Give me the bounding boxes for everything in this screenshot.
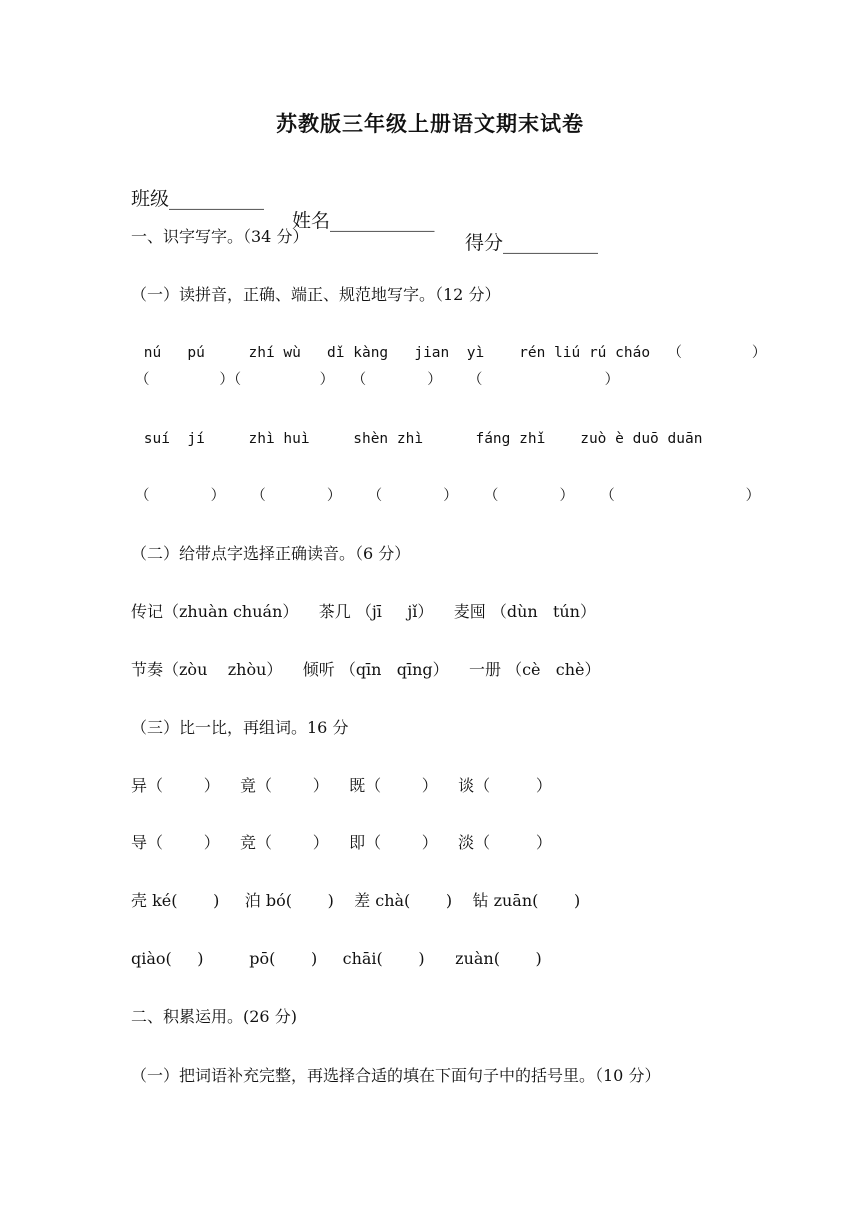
polyphone-row-1[interactable]: 壳 ké( ) 泊 bó( ) 差 chà( ) 钻 zuān( )	[131, 891, 581, 910]
answer-brackets-row-2[interactable]: （ ） （ ） （ ） （ ） （ ）	[135, 488, 761, 504]
section1-part1-heading: （一）读拼音，正确、端正、规范地写字。（12 分）	[131, 285, 501, 304]
section1-part2-heading: （二）给带点字选择正确读音。（6 分）	[131, 544, 411, 563]
section2-part1-heading: （一）把词语补充完整，再选择合适的填在下面句子中的括号里。（10 分）	[131, 1066, 661, 1085]
polyphone-row-2[interactable]: qiào( ) pō( ) chāi( ) zuàn( )	[131, 949, 542, 968]
exam-title: 苏教版三年级上册语文期末试卷	[276, 111, 584, 136]
pronunciation-row-1: 传记（zhuàn chuán） 茶几 （jī jǐ） 麦囤 （dùn tún）	[131, 602, 596, 621]
section1-part3-heading: （三）比一比，再组词。16 分	[131, 718, 349, 737]
compare-row-1[interactable]: 异（ ） 竟（ ） 既（ ） 谈（ ）	[131, 776, 552, 795]
student-info-row	[131, 166, 741, 276]
pronunciation-row-2: 节奏（zòu zhòu） 倾听 （qīn qīng） 一册 （cè chè）	[131, 660, 601, 679]
section1-heading: 一、识字写字。（34 分）	[131, 227, 309, 246]
class-field[interactable]: 班级__________	[131, 188, 265, 210]
compare-row-2[interactable]: 导（ ） 竞（ ） 即（ ） 淡（ ）	[131, 833, 552, 852]
score-field[interactable]: 得分__________	[465, 232, 599, 254]
answer-brackets-row-1[interactable]: （ ）（ ） （ ） （ ）	[135, 372, 620, 388]
name-field[interactable]: 姓名___________	[292, 210, 435, 232]
pinyin-row-2: suí jí zhì huì shèn zhì fáng zhǐ zuò è duō duān	[135, 431, 703, 447]
pinyin-row-1: nú pú zhí wù dǐ kàng jian yì rén liú rú cháo （ ）	[135, 345, 767, 361]
section2-heading: 二、积累运用。(26 分)	[131, 1007, 297, 1026]
